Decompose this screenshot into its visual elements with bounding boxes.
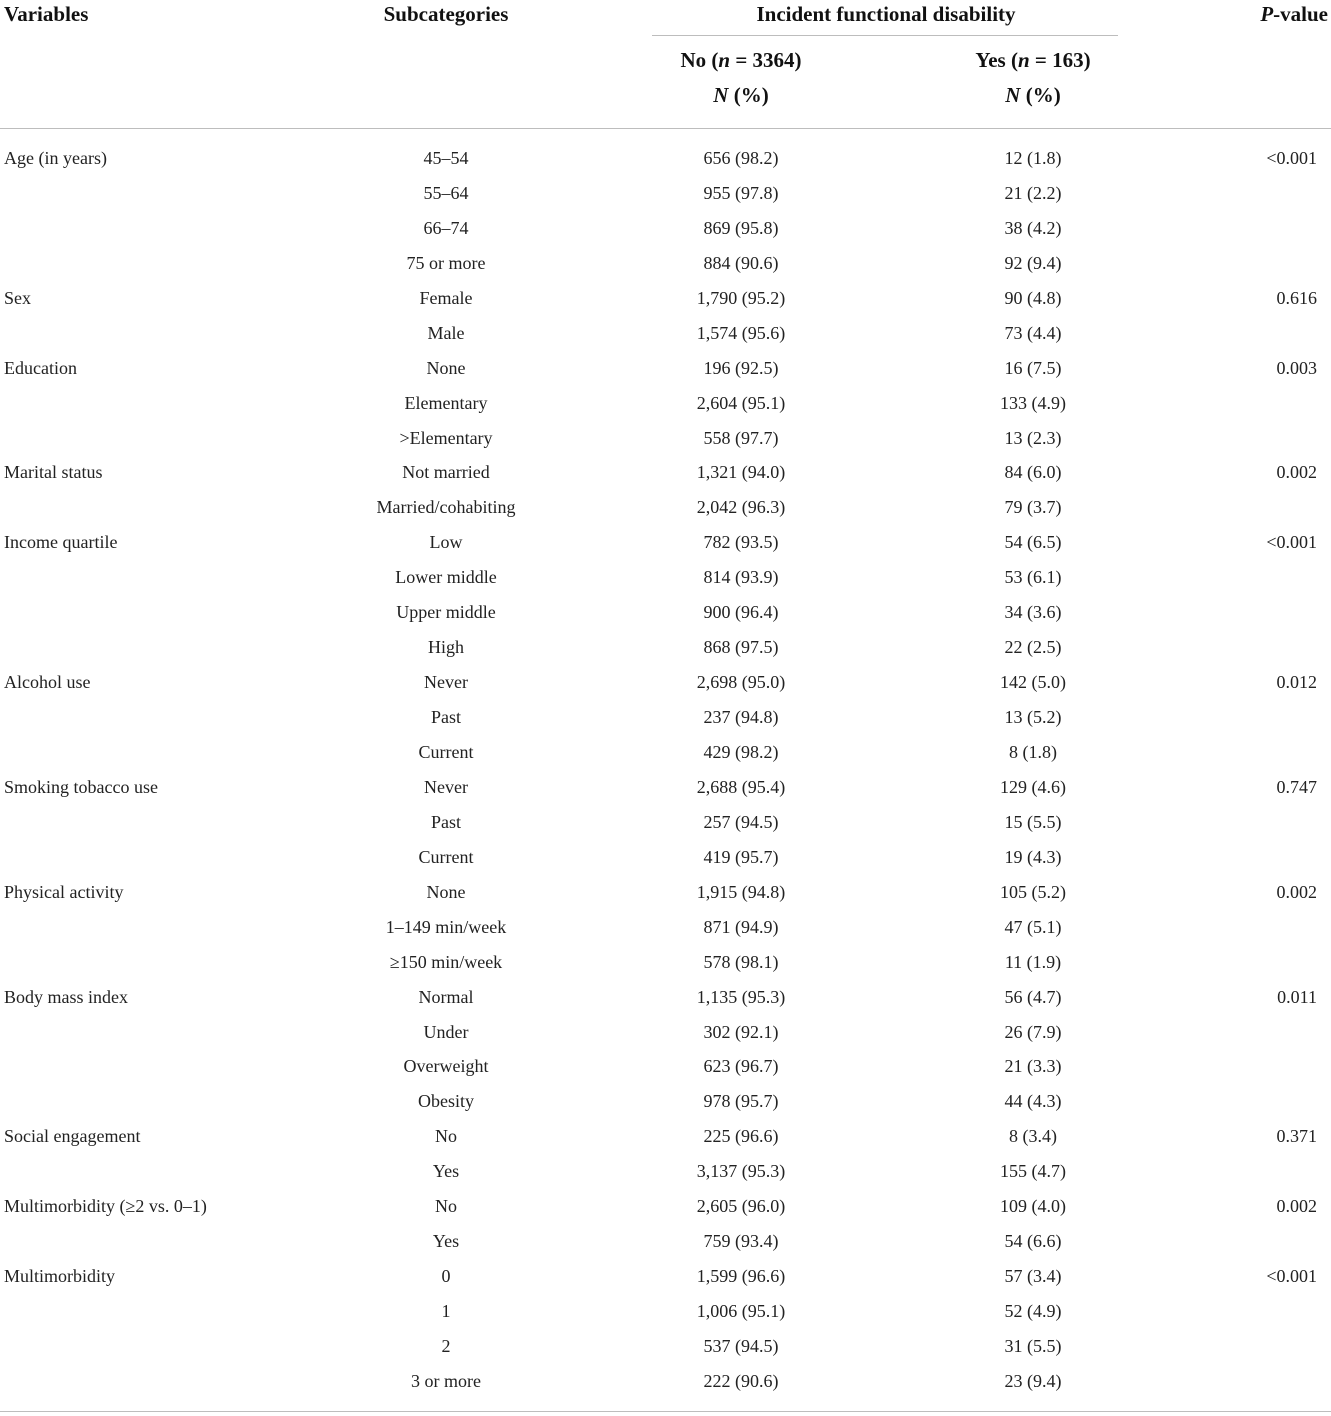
header-yes-n-value: = 163) [1029, 48, 1091, 72]
cell-yes: 13 (5.2) [1004, 707, 1062, 727]
header-subcategories: Subcategories [383, 2, 509, 26]
header-yes-unit-symbol: N [1005, 83, 1021, 107]
cell-yes: 21 (3.3) [1004, 1056, 1062, 1076]
cell-no: 1,790 (95.2) [696, 288, 786, 308]
cell-subcategory: Not married [402, 462, 490, 482]
cell-yes: 26 (7.9) [1004, 1022, 1062, 1042]
cell-no: 782 (93.5) [703, 532, 779, 552]
cell-yes: 47 (5.1) [1004, 917, 1062, 937]
cell-variable: Multimorbidity [4, 1266, 116, 1286]
cell-subcategory: 55–64 [423, 183, 469, 203]
cell-subcategory: Yes [432, 1231, 460, 1251]
cell-no: 2,688 (95.4) [696, 777, 786, 797]
cell-yes: 34 (3.6) [1004, 602, 1062, 622]
cell-no: 537 (94.5) [703, 1336, 779, 1356]
cell-subcategory: 0 [441, 1266, 451, 1286]
cell-p-value: 0.371 [1276, 1126, 1317, 1146]
cell-yes: 90 (4.8) [1004, 288, 1062, 308]
cell-subcategory: Current [418, 742, 474, 762]
cell-subcategory: Married/cohabiting [376, 497, 516, 517]
header-no-group [680, 47, 801, 73]
cell-no: 1,006 (95.1) [696, 1301, 786, 1321]
cell-yes: 92 (9.4) [1004, 253, 1062, 273]
cell-no: 196 (92.5) [703, 358, 779, 378]
cell-no: 623 (96.7) [703, 1056, 779, 1076]
cell-variable: Age (in years) [4, 148, 107, 168]
cell-variable: Income quartile [4, 532, 118, 552]
cell-yes: 11 (1.9) [1004, 952, 1062, 972]
cell-no: 2,698 (95.0) [696, 672, 786, 692]
header-yes-group [975, 47, 1090, 73]
header-bottom-rule [0, 128, 1331, 129]
header-no-n-symbol: n [718, 48, 731, 72]
cell-subcategory: None [426, 882, 466, 902]
cell-subcategory: Upper middle [396, 602, 496, 622]
cell-variable: Multimorbidity (≥2 vs. 0–1) [4, 1196, 207, 1216]
header-yes-unit [1005, 82, 1060, 108]
cell-yes: 109 (4.0) [1000, 1196, 1066, 1216]
cell-subcategory: Past [430, 707, 462, 727]
cell-subcategory: Current [418, 847, 474, 867]
cell-subcategory: No [435, 1126, 457, 1146]
cell-no: 884 (90.6) [703, 253, 779, 273]
cell-no: 237 (94.8) [703, 707, 779, 727]
cell-no: 1,915 (94.8) [696, 882, 786, 902]
cell-p-value: 0.002 [1276, 462, 1317, 482]
cell-no: 3,137 (95.3) [696, 1161, 786, 1181]
cell-yes: 16 (7.5) [1004, 358, 1062, 378]
cell-subcategory: 1–149 min/week [385, 917, 507, 937]
cell-no: 900 (96.4) [703, 602, 779, 622]
cell-yes: 52 (4.9) [1004, 1301, 1062, 1321]
cell-no: 814 (93.9) [703, 567, 779, 587]
cell-p-value: 0.002 [1276, 1196, 1317, 1216]
cell-p-value: 0.012 [1276, 672, 1317, 692]
cell-yes: 57 (3.4) [1004, 1266, 1062, 1286]
cell-p-value: 0.616 [1276, 288, 1317, 308]
header-p-italic: P [1260, 2, 1274, 26]
cell-no: 222 (90.6) [703, 1371, 779, 1391]
cell-subcategory: >Elementary [399, 428, 493, 448]
cell-subcategory: Normal [418, 987, 474, 1007]
cell-no: 1,574 (95.6) [696, 323, 786, 343]
header-yes-unit-rest: (%) [1020, 83, 1061, 107]
cell-p-value: 0.011 [1277, 987, 1317, 1007]
cell-yes: 56 (4.7) [1004, 987, 1062, 1007]
cell-no: 558 (97.7) [703, 428, 779, 448]
cell-no: 978 (95.7) [703, 1091, 779, 1111]
cell-yes: 84 (6.0) [1004, 462, 1062, 482]
cell-yes: 23 (9.4) [1004, 1371, 1062, 1391]
header-yes-label: Yes ( [975, 48, 1018, 72]
cell-subcategory: 66–74 [423, 218, 469, 238]
group-underline [652, 35, 1118, 36]
cell-no: 1,321 (94.0) [696, 462, 786, 482]
header-p-value [1260, 1, 1328, 27]
cell-no: 869 (95.8) [703, 218, 779, 238]
cell-subcategory: None [426, 358, 466, 378]
cell-yes: 142 (5.0) [1000, 672, 1066, 692]
cell-yes: 73 (4.4) [1004, 323, 1062, 343]
cell-no: 257 (94.5) [703, 812, 779, 832]
cell-yes: 31 (5.5) [1004, 1336, 1062, 1356]
cell-yes: 13 (2.3) [1004, 428, 1062, 448]
cell-subcategory: 45–54 [423, 148, 469, 168]
header-no-n-value: = 3364) [730, 48, 802, 72]
cell-yes: 44 (4.3) [1004, 1091, 1062, 1111]
cell-variable: Alcohol use [4, 672, 91, 692]
cell-subcategory: Lower middle [395, 567, 497, 587]
cell-yes: 79 (3.7) [1004, 497, 1062, 517]
cell-variable: Social engagement [4, 1126, 141, 1146]
cell-yes: 22 (2.5) [1004, 637, 1062, 657]
header-incident-functional-disability: Incident functional disability [756, 2, 1016, 26]
cell-subcategory: Past [430, 812, 462, 832]
cell-yes: 105 (5.2) [1000, 882, 1066, 902]
cell-yes: 129 (4.6) [1000, 777, 1066, 797]
cell-subcategory: Low [429, 532, 463, 552]
cell-no: 419 (95.7) [703, 847, 779, 867]
header-no-unit-rest: (%) [728, 83, 769, 107]
cell-yes: 133 (4.9) [1000, 393, 1066, 413]
cell-no: 2,042 (96.3) [696, 497, 786, 517]
cell-no: 868 (97.5) [703, 637, 779, 657]
cell-variable: Body mass index [4, 987, 128, 1007]
cell-subcategory: Elementary [404, 393, 488, 413]
cell-subcategory: Yes [432, 1161, 460, 1181]
cell-variable: Education [4, 358, 77, 378]
cell-subcategory: ≥150 min/week [389, 952, 503, 972]
cell-p-value: 0.002 [1276, 882, 1317, 902]
header-p-rest: -value [1273, 2, 1328, 26]
header-no-label: No ( [680, 48, 719, 72]
cell-subcategory: 1 [441, 1301, 451, 1321]
header-no-unit [713, 82, 768, 108]
cell-subcategory: Never [424, 672, 468, 692]
cell-variable: Smoking tobacco use [4, 777, 158, 797]
cell-yes: 54 (6.6) [1004, 1231, 1062, 1251]
cell-variable: Physical activity [4, 882, 124, 902]
cell-subcategory: Overweight [403, 1056, 489, 1076]
cell-no: 578 (98.1) [703, 952, 779, 972]
cell-yes: 19 (4.3) [1004, 847, 1062, 867]
cell-p-value: <0.001 [1266, 148, 1317, 168]
cell-p-value: <0.001 [1266, 1266, 1317, 1286]
cell-yes: 15 (5.5) [1004, 812, 1062, 832]
cell-subcategory: Male [427, 323, 465, 343]
cell-p-value: <0.001 [1266, 532, 1317, 552]
cell-subcategory: Never [424, 777, 468, 797]
cell-no: 2,605 (96.0) [696, 1196, 786, 1216]
cell-no: 656 (98.2) [703, 148, 779, 168]
cell-no: 759 (93.4) [703, 1231, 779, 1251]
cell-yes: 12 (1.8) [1004, 148, 1062, 168]
cell-subcategory: 2 [441, 1336, 451, 1356]
cell-subcategory: Female [419, 288, 473, 308]
cell-no: 2,604 (95.1) [696, 393, 786, 413]
header-variables: Variables [4, 2, 89, 26]
cell-yes: 38 (4.2) [1004, 218, 1062, 238]
cell-variable: Marital status [4, 462, 103, 482]
header-no-unit-symbol: N [713, 83, 729, 107]
cell-yes: 8 (3.4) [1009, 1126, 1057, 1146]
cell-subcategory: Obesity [418, 1091, 474, 1111]
header-yes-n-symbol: n [1017, 48, 1030, 72]
cell-no: 225 (96.6) [703, 1126, 779, 1146]
cell-subcategory: No [435, 1196, 457, 1216]
cell-p-value: 0.747 [1276, 777, 1317, 797]
cell-yes: 8 (1.8) [1009, 742, 1057, 762]
cell-subcategory: 3 or more [411, 1371, 481, 1391]
cell-no: 429 (98.2) [703, 742, 779, 762]
cell-no: 302 (92.1) [703, 1022, 779, 1042]
cell-subcategory: High [428, 637, 464, 657]
cell-yes: 155 (4.7) [1000, 1161, 1066, 1181]
cell-no: 955 (97.8) [703, 183, 779, 203]
cell-yes: 21 (2.2) [1004, 183, 1062, 203]
cell-variable: Sex [4, 288, 31, 308]
cell-no: 1,599 (96.6) [696, 1266, 786, 1286]
table-bottom-rule [0, 1411, 1331, 1412]
cell-subcategory: 75 or more [406, 253, 486, 273]
cell-yes: 54 (6.5) [1004, 532, 1062, 552]
cell-p-value: 0.003 [1276, 358, 1317, 378]
cell-subcategory: Under [423, 1022, 469, 1042]
cell-yes: 53 (6.1) [1004, 567, 1062, 587]
cell-no: 1,135 (95.3) [696, 987, 786, 1007]
cell-no: 871 (94.9) [703, 917, 779, 937]
